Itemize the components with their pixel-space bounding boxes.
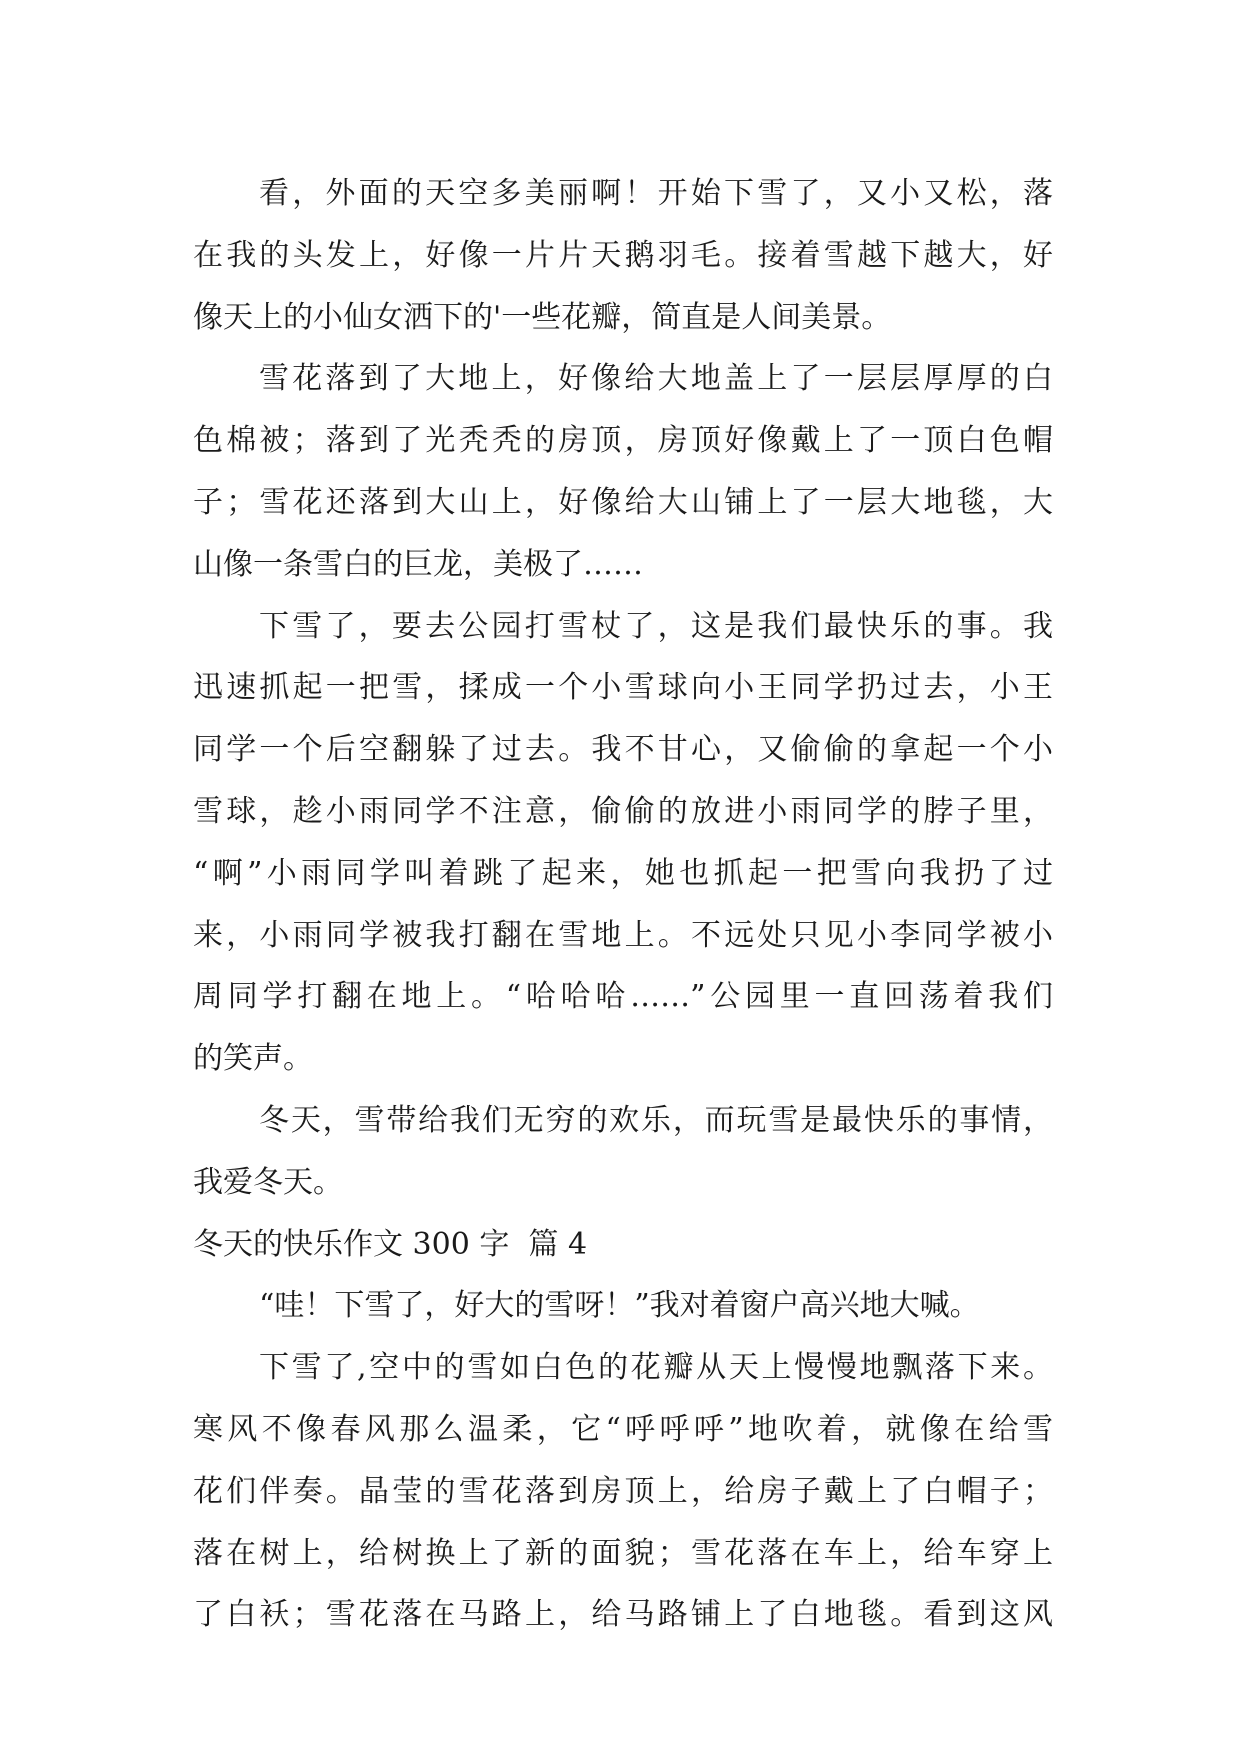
text-line: 看，外面的天空多美丽啊！开始下雪了，又小又松，落 <box>259 176 1053 211</box>
text-line: 像天上的小仙女洒下的'一些花瓣，简直是人间美景。 <box>193 299 892 335</box>
text-line: 落在树上，给树换上了新的面貌；雪花落在车上，给车穿上 <box>193 1535 1053 1571</box>
paragraph-2 <box>193 348 1053 595</box>
text-line: 寒风不像春风那么温柔，它“呼呼呼”地吹着，就像在给雪 <box>193 1411 1053 1447</box>
text-line: 雪球，趁小雨同学不注意，偷偷的放进小雨同学的脖子里， <box>193 793 1053 829</box>
text-line: 周同学打翻在地上。“哈哈哈……”公园里一直回荡着我们 <box>193 979 1053 1015</box>
paragraph-1 <box>193 163 1053 348</box>
essay-text <box>193 163 1053 1646</box>
text-line: “哇！下雪了，好大的雪呀！”我对着窗户高兴地大喊。 <box>259 1288 980 1324</box>
paragraph-3 <box>193 596 1053 1090</box>
text-line: 色棉被；落到了光秃秃的房顶，房顶好像戴上了一顶白色帽 <box>193 423 1053 459</box>
text-line: 下雪了,空中的雪如白色的花瓣从天上慢慢地飘落下来。 <box>259 1350 1053 1386</box>
text-line: 下雪了，要去公园打雪杖了，这是我们最快乐的事。我 <box>259 608 1053 644</box>
text-line: 山像一条雪白的巨龙，美极了…… <box>193 546 643 582</box>
text-line: 冬天，雪带给我们无穷的欢乐，而玩雪是最快乐的事情， <box>259 1102 1053 1138</box>
text-line: 雪花落到了大地上，好像给大地盖上了一层层厚厚的白 <box>259 361 1053 397</box>
text-line: 迅速抓起一把雪，揉成一个小雪球向小王同学扔过去，小王 <box>193 670 1053 706</box>
text-line: 来，小雨同学被我打翻在雪地上。不远处只见小李同学被小 <box>193 917 1053 953</box>
section-heading: 冬天的快乐作文 300 字 篇 4 <box>193 1226 588 1262</box>
text-line: 我爱冬天。 <box>193 1164 343 1200</box>
text-line: 在我的头发上，好像一片片天鹅羽毛。接着雪越下越大，好 <box>193 237 1053 273</box>
text-line: “啊”小雨同学叫着跳了起来，她也抓起一把雪向我扔了过 <box>193 855 1053 891</box>
paragraph-4 <box>193 1090 1053 1214</box>
paragraph-6 <box>193 1337 1053 1646</box>
text-line: 的笑声。 <box>193 1041 313 1077</box>
text-line: 了白袄；雪花落在马路上，给马路铺上了白地毯。看到这风 <box>193 1597 1053 1633</box>
paragraph-5 <box>193 1275 1053 1337</box>
text-line: 同学一个后空翻躲了过去。我不甘心，又偷偷的拿起一个小 <box>193 732 1053 768</box>
text-line: 花们伴奏。晶莹的雪花落到房顶上，给房子戴上了白帽子； <box>193 1473 1053 1509</box>
text-line: 子；雪花还落到大山上，好像给大山铺上了一层大地毯，大 <box>193 484 1053 520</box>
